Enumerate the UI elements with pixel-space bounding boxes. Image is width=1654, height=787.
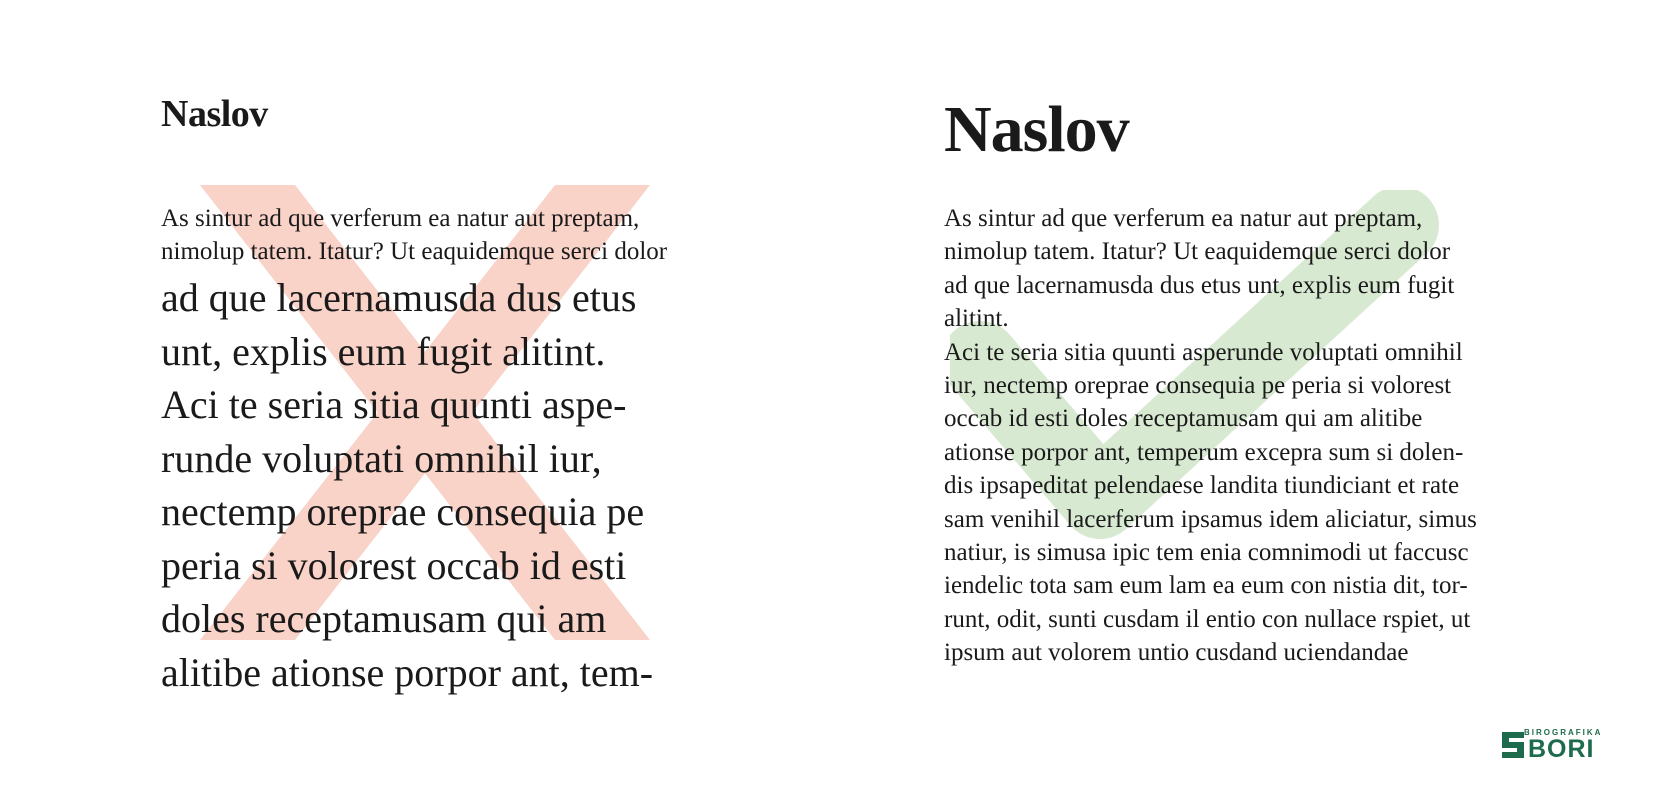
text-line: ad que lacernamusda dus etus unt, explis eum fugit [944,271,1455,299]
text-line: unt, explis eum fugit alitint. [161,328,606,374]
text-line: alitibe ationse porpor ant, tem- [161,649,654,695]
text-line: runt, odit, sunti cusdam il entio con nullace rspiet, ut [944,605,1471,633]
text-line: nimolup tatem. Itatur? Ut eaquidemque serci dolor [161,238,668,265]
text-line: natiur, is simusa ipic tem enia comnimodi ut faccusc [944,539,1469,567]
text-line: Aci te seria sitia quunti aspe- [161,382,627,427]
text-line: iur, nectemp oreprae consequia pe peria si volorest [944,372,1452,400]
logo-small-text: BIROGRAFIKA [1524,728,1603,737]
bad-example-title: Naslov [161,93,268,135]
text-line: As sintur ad que verferum ea natur aut preptam, [161,205,640,232]
logo-s-mark-icon [1500,730,1526,760]
text-line: occab id esti doles receptamusam qui am alitibe [944,405,1423,433]
text-line: ationse porpor ant, temperum excepra sum si dolen- [944,438,1464,466]
bad-example-large-text [161,271,653,699]
text-line: nectemp oreprae consequia pe [161,489,645,534]
text-line: dis ipsapeditat pelendaese landita tiundiciant et rate [944,472,1460,500]
text-line: doles receptamusam qui am [161,596,607,641]
bad-example-small-text [161,202,667,268]
text-line: nimolup tatem. Itatur? Ut eaquidemque serci dolor [944,238,1451,266]
logo-big-text: BORI [1528,735,1595,763]
text-line: alitint. [944,305,1009,333]
text-line: ad que lacernamusda dus etus [161,275,637,320]
text-line: runde voluptati omnihil iur, [161,435,602,481]
text-line: As sintur ad que verferum ea natur aut preptam, [944,205,1423,232]
text-line: sam venihil lacerferum ipsamus idem aliciatur, simus [944,505,1477,533]
good-example-title: Naslov [944,93,1129,166]
text-line: iendelic tota sam eum lam ea eum con nistia dit, tor- [944,572,1468,600]
text-line: peria si volorest occab id esti [161,542,627,588]
text-line: ipsum aut volorem untio cusdand uciendandae [944,639,1409,667]
text-line: Aci te seria sitia quunti asperunde voluptati omnihil [944,338,1463,366]
good-example-text [944,202,1477,670]
